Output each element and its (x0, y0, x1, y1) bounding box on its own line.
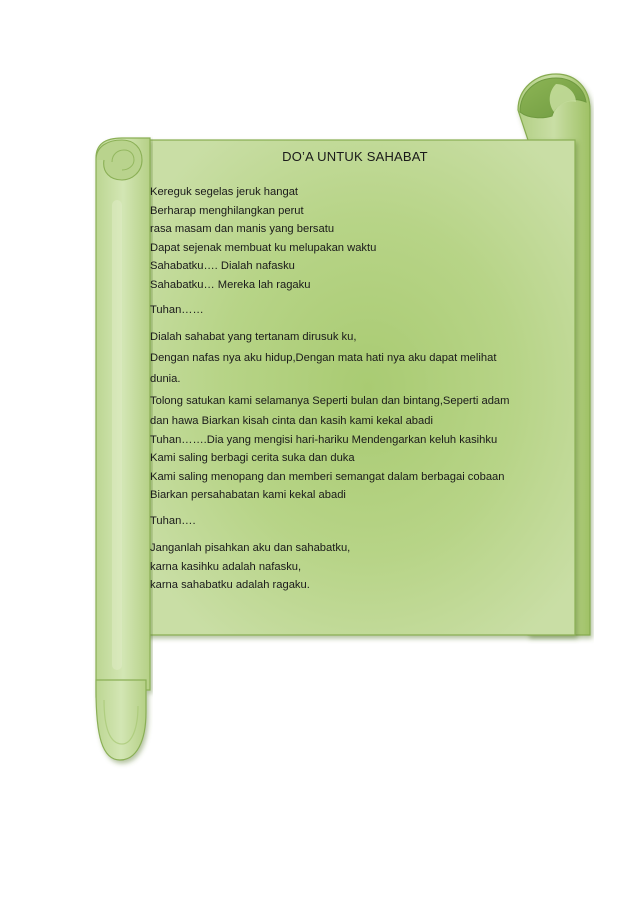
stanza-6 (150, 539, 350, 595)
stanza-3 (150, 327, 496, 390)
poem-line: Dengan nafas nya aku hidup,Dengan mata hati nya aku dapat melihat (150, 352, 497, 364)
poem-line: Sahabatku… Mereka lah ragaku (150, 278, 311, 291)
poem-line: Sahabatku…. Dialah nafasku (150, 260, 295, 273)
stanza-4 (150, 391, 509, 505)
poem-line: karna kasihku adalah nafasku, (150, 560, 302, 573)
poem-line: Dapat sejenak membuat ku melupakan waktu (150, 241, 377, 254)
poem-line: dan hawa Biarkan kisah cinta dan kasih kami kekal abadi (150, 415, 433, 427)
poem-line: Tuhan…….Dia yang mengisi hari-hariku Mendengarkan keluh kasihku (150, 433, 498, 446)
poem-line: Kami saling berbagi cerita suka dan duka (150, 452, 355, 465)
stanza-1 (150, 183, 376, 295)
poem-line: Janganlah pisahkan aku dan sahabatku, (150, 542, 351, 554)
poem-title: DO’A UNTUK SAHABAT (282, 149, 428, 164)
poem-line: Tuhan…… (150, 304, 204, 316)
poem-line: rasa masam dan manis yang bersatu (150, 223, 335, 236)
poem-line: dunia. (150, 373, 181, 385)
stanza-2 (150, 301, 204, 320)
poem-line: Tolong satukan kami selamanya Seperti bulan dan bintang,Seperti adam (150, 395, 510, 407)
poem-line: Kereguk segelas jeruk hangat (150, 186, 299, 198)
poem-line: Dialah sahabat yang tertanam dirusuk ku, (150, 331, 357, 343)
poem-line: Kami saling menopang dan memberi semangat dalam berbagai cobaan (150, 470, 505, 483)
poem-line: karna sahabatku adalah ragaku. (150, 579, 310, 592)
poem-line: Biarkan persahabatan kami kekal abadi (150, 489, 346, 502)
stanza-5 (150, 512, 196, 531)
poem-line: Tuhan…. (150, 515, 196, 527)
poem-line: Berharap menghilangkan perut (150, 204, 304, 217)
